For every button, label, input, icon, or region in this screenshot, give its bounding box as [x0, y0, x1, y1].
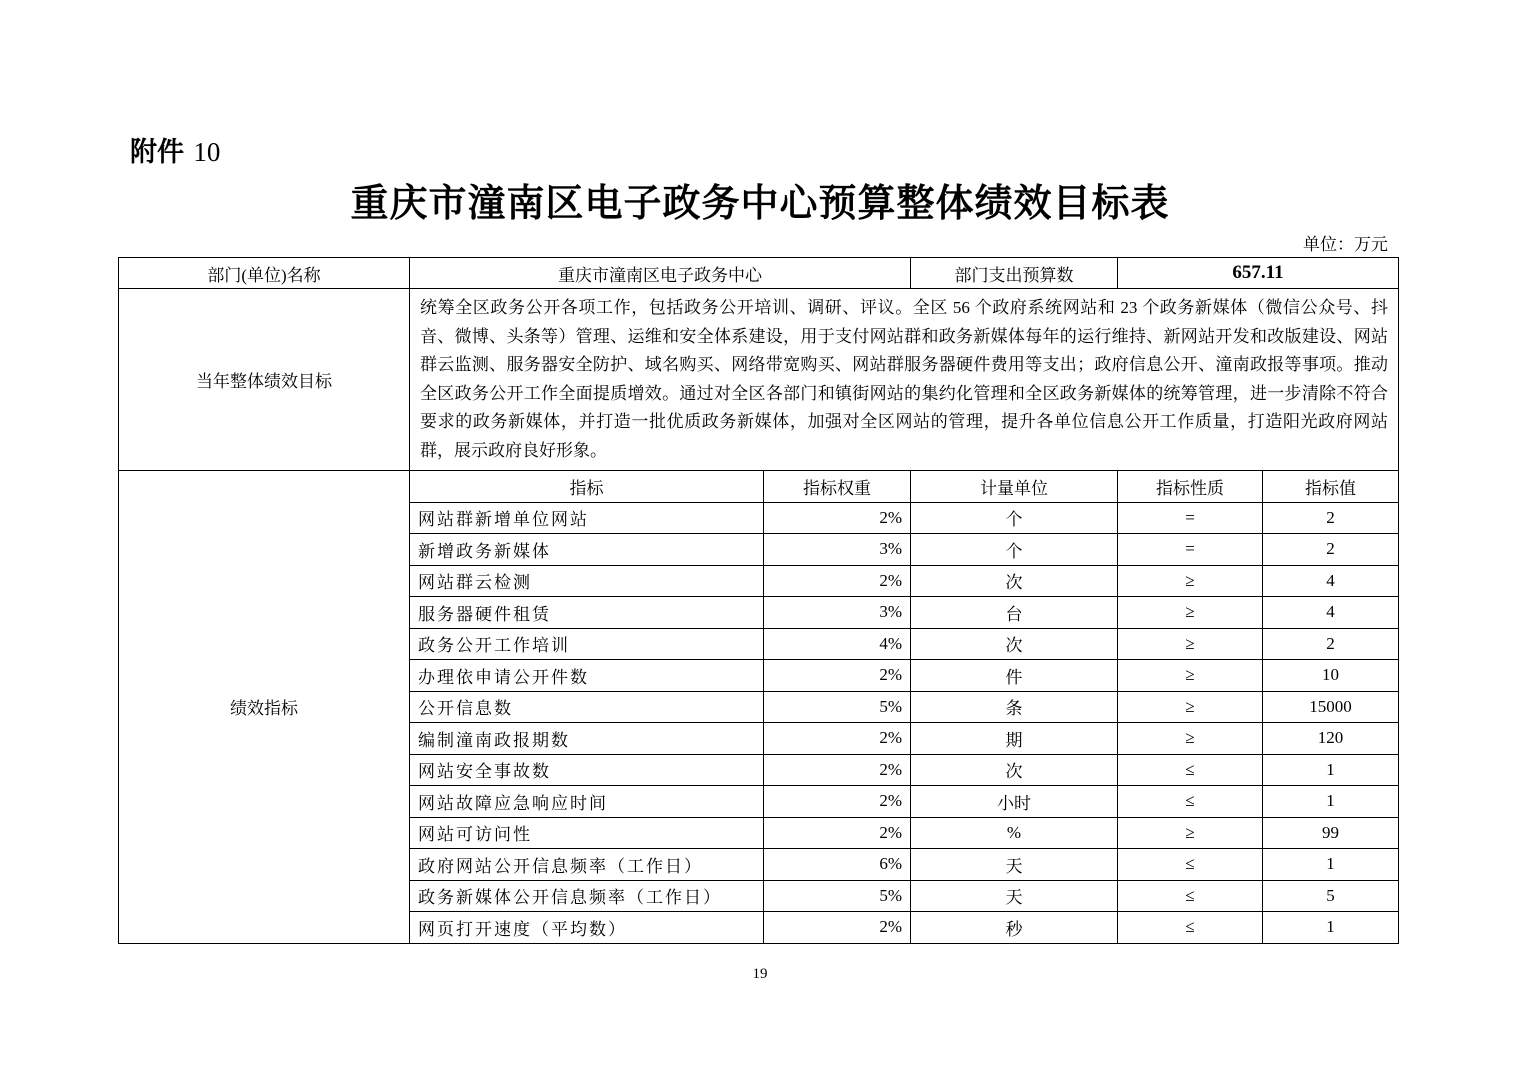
- indicator-unit: 个: [911, 502, 1118, 534]
- indicator-name: 新增政务新媒体: [410, 534, 764, 566]
- indicator-nature: ≥: [1118, 723, 1263, 755]
- budget-label: 部门支出预算数: [911, 258, 1118, 289]
- indicator-name: 政务新媒体公开信息频率（工作日）: [410, 880, 764, 912]
- indicator-name: 编制潼南政报期数: [410, 723, 764, 755]
- indicator-weight: 5%: [764, 691, 911, 723]
- indicator-weight: 4%: [764, 628, 911, 660]
- indicator-unit: 条: [911, 691, 1118, 723]
- indicator-nature: ≤: [1118, 849, 1263, 881]
- indicator-name: 服务器硬件租赁: [410, 597, 764, 629]
- indicator-unit: 台: [911, 597, 1118, 629]
- indicator-value: 10: [1263, 660, 1399, 692]
- indicator-unit: 次: [911, 565, 1118, 597]
- indicator-weight: 2%: [764, 817, 911, 849]
- indicator-nature: ≥: [1118, 691, 1263, 723]
- indicator-name: 网站安全事故数: [410, 754, 764, 786]
- indicator-weight: 3%: [764, 534, 911, 566]
- page-number: 19: [752, 966, 768, 982]
- col-unit: 计量单位: [911, 471, 1118, 503]
- indicator-name: 网站故障应急响应时间: [410, 786, 764, 818]
- indicator-nature: =: [1118, 534, 1263, 566]
- indicator-unit: 期: [911, 723, 1118, 755]
- dept-label: 部门(单位)名称: [119, 258, 410, 289]
- indicator-value: 2: [1263, 628, 1399, 660]
- indicator-weight: 3%: [764, 597, 911, 629]
- indicator-unit: 次: [911, 754, 1118, 786]
- indicator-header-row: [119, 471, 1399, 503]
- indicator-value: 15000: [1263, 691, 1399, 723]
- indicator-value: 1: [1263, 786, 1399, 818]
- budget-value: 657.11: [1118, 258, 1399, 289]
- indicator-nature: =: [1118, 502, 1263, 534]
- indicator-unit: 秒: [911, 912, 1118, 944]
- indicator-unit: 个: [911, 534, 1118, 566]
- indicator-name: 网站群新增单位网站: [410, 502, 764, 534]
- indicator-weight: 2%: [764, 565, 911, 597]
- indicator-nature: ≤: [1118, 880, 1263, 912]
- indicator-weight: 5%: [764, 880, 911, 912]
- indicator-nature: ≤: [1118, 754, 1263, 786]
- indicator-name: 政府网站公开信息频率（工作日）: [410, 849, 764, 881]
- indicator-unit: 天: [911, 849, 1118, 881]
- indicator-weight: 2%: [764, 502, 911, 534]
- indicator-label: 绩效指标: [119, 471, 410, 944]
- indicator-value: 99: [1263, 817, 1399, 849]
- indicator-name: 公开信息数: [410, 691, 764, 723]
- col-nature: 指标性质: [1118, 471, 1263, 503]
- indicator-value: 2: [1263, 534, 1399, 566]
- indicator-nature: ≥: [1118, 660, 1263, 692]
- indicator-unit: %: [911, 817, 1118, 849]
- indicator-nature: ≥: [1118, 817, 1263, 849]
- indicator-weight: 2%: [764, 912, 911, 944]
- indicator-value: 1: [1263, 849, 1399, 881]
- attachment-label: [130, 130, 220, 169]
- indicator-value: 120: [1263, 723, 1399, 755]
- indicator-value: 1: [1263, 912, 1399, 944]
- dept-name: 重庆市潼南区电子政务中心: [410, 258, 911, 289]
- indicator-name: 网页打开速度（平均数）: [410, 912, 764, 944]
- indicator-value: 4: [1263, 597, 1399, 629]
- col-indicator: 指标: [410, 471, 764, 503]
- indicator-name: 网站可访问性: [410, 817, 764, 849]
- attachment-number: 10: [193, 137, 221, 167]
- col-weight: 指标权重: [764, 471, 911, 503]
- unit-note: 单位：万元: [1303, 235, 1388, 254]
- indicator-weight: 2%: [764, 754, 911, 786]
- indicator-value: 1: [1263, 754, 1399, 786]
- goal-text: 统筹全区政务公开各项工作，包括政务公开培训、调研、评议。全区 56 个政府系统网站和 23 个政务新媒体（微信公众号、抖音、微博、头条等）管理、运维和安全体系建设，用于支付网站群和政务新媒体每年的运行维持、新网站开发和改版建设、网站群云监测、服务器安全防护、域名购买、网络带宽购买、网站群服务器硬件费用等支出；政府信息公开、潼南政报等事项。推动全区政务公开工作全面提质增效。通过对全区各部门和镇街网站的集约化管理和全区政务新媒体的统筹管理，进一步清除不符合要求的政务新媒体，并打造一批优质政务新媒体，加强对全区网站的管理，提升各单位信息公开工作质量，打造阳光政府网站群，展示政府良好形象。: [410, 289, 1399, 471]
- indicator-name: 政务公开工作培训: [410, 628, 764, 660]
- indicator-weight: 2%: [764, 786, 911, 818]
- performance-table: [118, 257, 1399, 944]
- indicator-name: 办理依申请公开件数: [410, 660, 764, 692]
- indicator-nature: ≤: [1118, 912, 1263, 944]
- indicator-name: 网站群云检测: [410, 565, 764, 597]
- page-title: 重庆市潼南区电子政务中心预算整体绩效目标表: [350, 181, 1170, 225]
- indicator-value: 2: [1263, 502, 1399, 534]
- indicator-nature: ≥: [1118, 628, 1263, 660]
- indicator-nature: ≤: [1118, 786, 1263, 818]
- indicator-unit: 小时: [911, 786, 1118, 818]
- goal-label: 当年整体绩效目标: [119, 289, 410, 471]
- indicator-value: 4: [1263, 565, 1399, 597]
- indicator-nature: ≥: [1118, 565, 1263, 597]
- indicator-value: 5: [1263, 880, 1399, 912]
- indicator-weight: 2%: [764, 723, 911, 755]
- indicator-weight: 2%: [764, 660, 911, 692]
- indicator-nature: ≥: [1118, 597, 1263, 629]
- indicator-unit: 天: [911, 880, 1118, 912]
- attachment-word: 附件: [130, 137, 184, 168]
- col-value: 指标值: [1263, 471, 1399, 503]
- header-row: [119, 258, 1399, 289]
- indicator-weight: 6%: [764, 849, 911, 881]
- indicator-unit: 件: [911, 660, 1118, 692]
- goal-row: [119, 289, 1399, 471]
- indicator-unit: 次: [911, 628, 1118, 660]
